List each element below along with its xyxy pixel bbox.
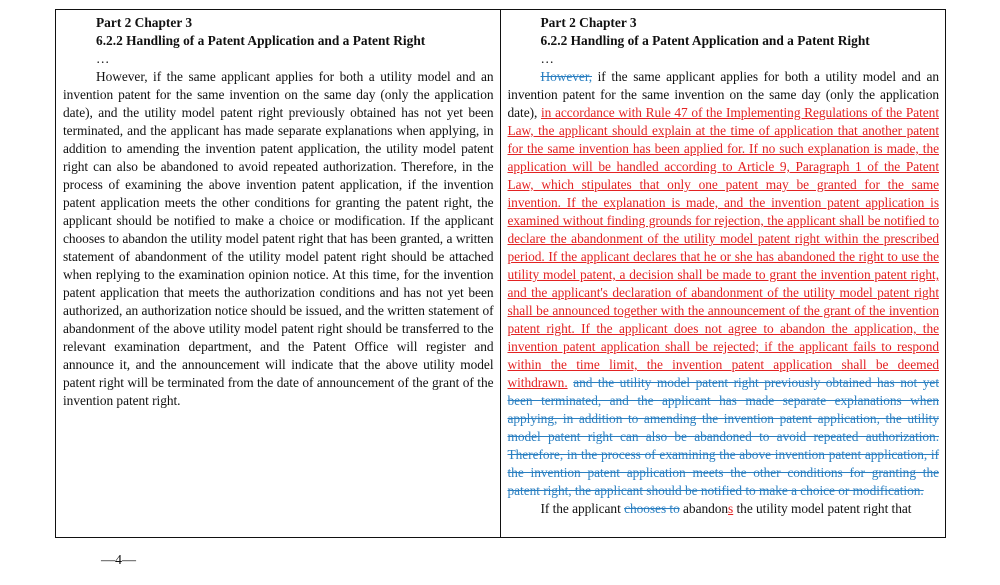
original-text-column (56, 10, 501, 537)
part-heading: Part 2 Chapter 3 (96, 15, 193, 30)
deleted-text: and the utility model patent right previously obtained has not yet been terminated, and the applicant has made separate explanations when applying, in addition to amending the invention patent application, the utility model patent right can also be abandoned to avoid repeated authorization. Therefore, in the process of examining the above invention patent application, if the invention patent application meets the other conditions for granting the patent right, the applicant should be notified to make a choice or modification. (507, 375, 939, 498)
ellipsis: … (96, 51, 110, 66)
unchanged-text: If the applicant (540, 501, 625, 516)
deleted-text: chooses to (624, 501, 680, 516)
unchanged-text: if the same applicant applies for both a utility model and an invention patent for the same invention on the same day (only the application date), (507, 69, 939, 120)
inserted-text: in accordance with Rule 47 of the Implementing Regulations of the Patent Law, the applicant should explain at the time of application that another patent for the same invention has been applied for. If no such explanation is made, the application will be handled according to Article 9, Paragraph 1 of the Patent Law, which stipulates that only one patent may be granted for the same invention. If the explanation is made, and the invention patent application is examined without finding grounds for rejection, the applicant shall be notified to declare the abandonment of the utility model patent right within the prescribed period. If the applicant declares that he or she has abandoned the right to use the utility model patent, a decision shall be made to grant the invention patent right, and the applicant's declaration of abandonment of the utility model patent right shall be announced together with the announcement of the grant of the invention patent right. If the applicant does not agree to abandon the application, the invention patent application shall be rejected; if the applicant fails to respond within the time limit, the invention patent application shall be deemed withdrawn. (507, 105, 939, 390)
part-heading: Part 2 Chapter 3 (540, 15, 637, 30)
deleted-text: However, (540, 69, 592, 84)
revised-text-column (501, 10, 946, 537)
unchanged-text: the utility model patent right that (733, 501, 912, 516)
unchanged-text: abandon (679, 501, 729, 516)
inserted-text: s (728, 501, 734, 516)
comparison-table (55, 9, 946, 538)
page-number: —4— (101, 553, 136, 568)
section-heading: 6.2.2 Handling of a Patent Application and a Patent Right (540, 33, 870, 48)
revised-paragraph-2 (508, 500, 940, 518)
section-heading: 6.2.2 Handling of a Patent Application and a Patent Right (96, 33, 426, 48)
ellipsis: … (540, 51, 554, 66)
original-paragraph: However, if the same applicant applies for both a utility model and an invention patent for the same invention on the same day (only the application date), and the utility model patent right previously obtained has not yet been terminated, and the applicant has made separate explanations when applying, in addition to amending the invention patent application, the utility model patent right can also be abandoned to avoid repeated authorization. Therefore, in the process of examining the above invention patent application, if the invention patent application meets the other conditions for granting the patent right, the applicant should be notified to make a choice or modification. If the applicant chooses to abandon the utility model patent right that has been granted, a written statement of abandonment of the utility model patent right should be attached when replying to the examination opinion notice. At this time, for the invention patent application that meets the authorization conditions and has not yet been authorized, an authorization notice should be issued, and the written statement of abandonment of the above utility model patent right should be transferred to the relevant examination department, and the Patent Office will register and announce it, and the announcement will indicate that the above utility model patent right will be terminated from the date of announcement of the grant of the invention patent right. (63, 69, 494, 408)
revised-paragraph (508, 68, 940, 500)
